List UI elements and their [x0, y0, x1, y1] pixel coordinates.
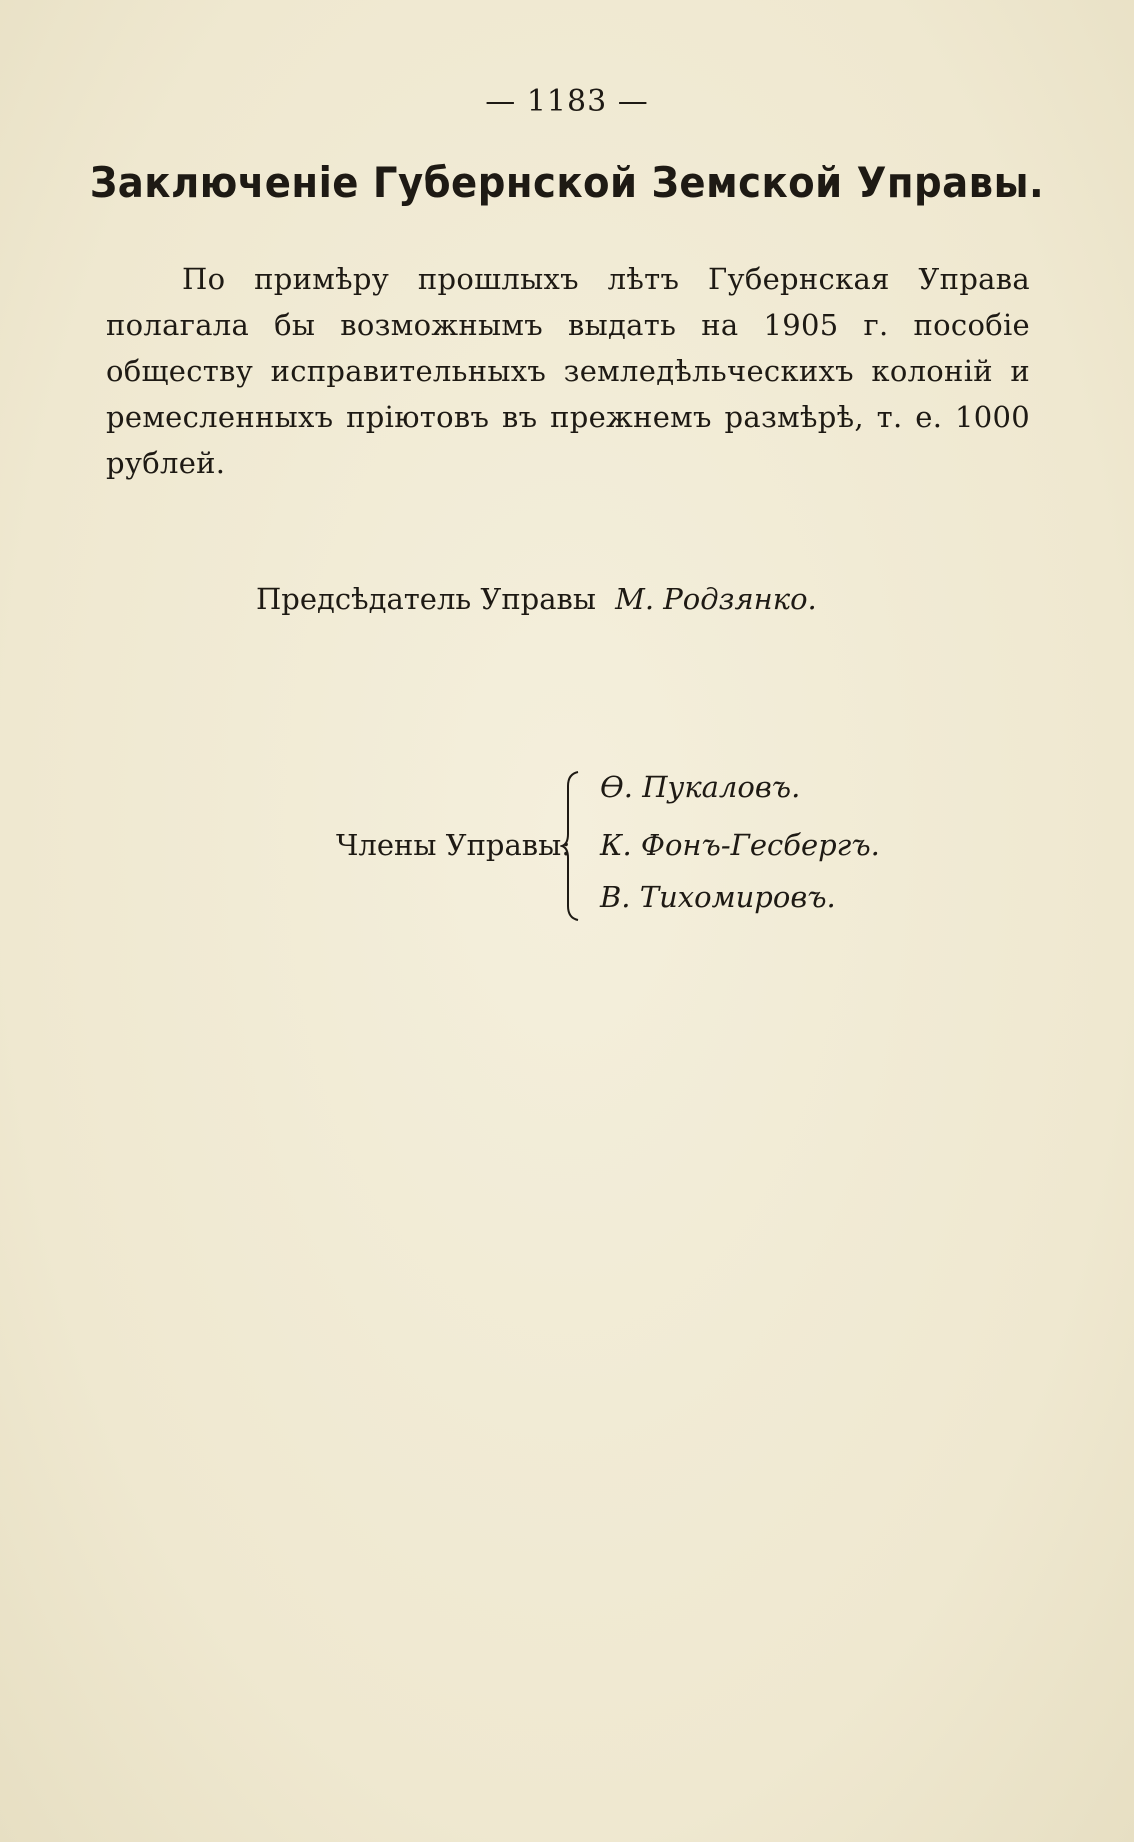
chairman-signature — [256, 582, 817, 616]
chairman-name: М. Родзянко. — [615, 582, 817, 616]
curly-brace-icon — [560, 770, 582, 922]
member-name: К. Фонъ-Гесбергъ. — [600, 828, 880, 862]
chairman-label: Предсѣдатель Управы — [256, 582, 596, 616]
member-name: В. Тихомировъ. — [600, 880, 836, 914]
page-number: — 1183 — — [485, 84, 649, 119]
members-label: Члены Управы: — [336, 828, 571, 862]
page-title: Заключенiе Губернской Земской Управы. — [89, 158, 1045, 207]
body-paragraph: По примѣру прошлыхъ лѣтъ Губернская Управа полагала бы возможнымъ выдать на 1905 г. пособiе обществу исправительныхъ земледѣльческихъ колонiй и ремесленныхъ прiютовъ въ прежнемъ размѣрѣ, т. е. 1000 рублей. — [106, 262, 1030, 480]
member-name: Ѳ. Пукаловъ. — [600, 770, 801, 804]
